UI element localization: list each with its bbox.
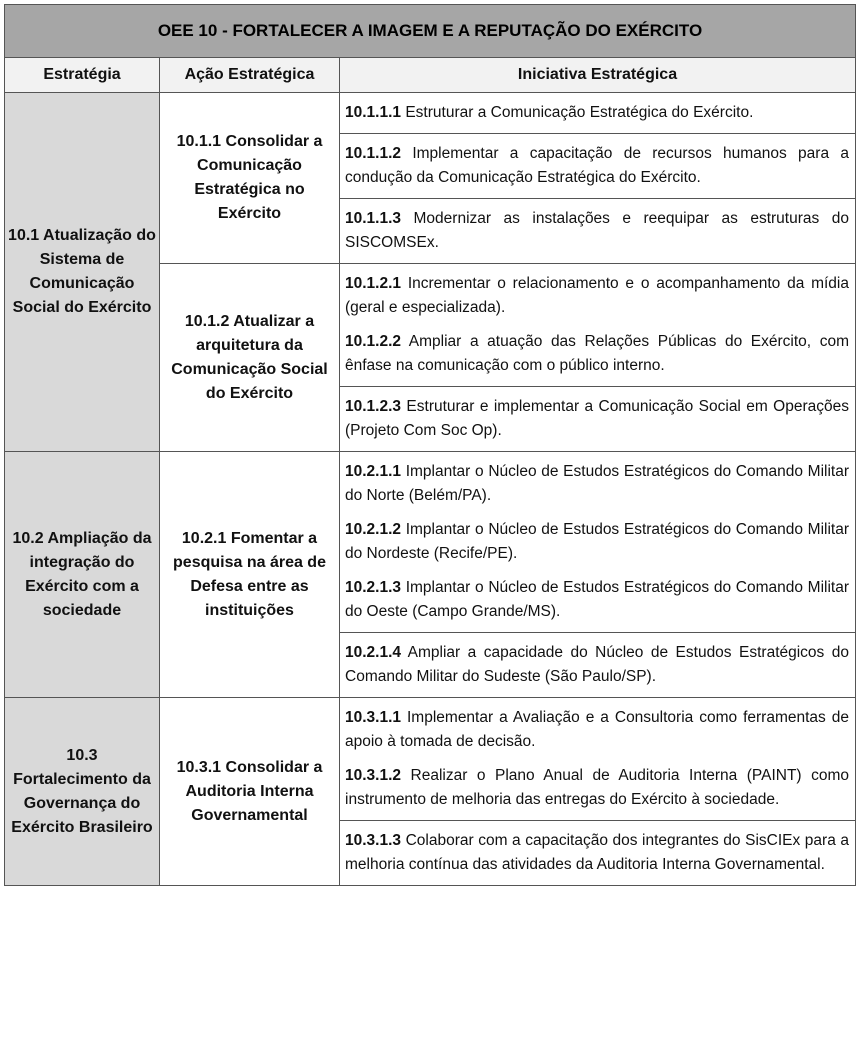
initiative-text: Colaborar com a capacitação dos integrantes do SisCIEx para a melhoria contínua das atividades da Auditoria Interna Governamental. [345, 832, 849, 873]
action-row [160, 698, 855, 885]
initiative-code: 10.2.1.1 [345, 463, 402, 480]
initiative-item [340, 633, 855, 697]
actions-column [160, 698, 855, 885]
table-header-row [5, 58, 855, 93]
initiative-text: Ampliar a atuação das Relações Públicas do Exército, com ênfase na comunicação com o público interno. [345, 333, 849, 374]
initiative-text: Ampliar a capacidade do Núcleo de Estudos Estratégicos do Comando Militar do Sudeste (São Paulo/SP). [345, 644, 849, 685]
initiative-text: Estruturar e implementar a Comunicação Social em Operações (Projeto Com Soc Op). [345, 398, 849, 439]
initiative-text: Implementar a Avaliação e a Consultoria como ferramentas de apoio à tomada de decisão. [345, 709, 849, 750]
header-iniciativa: Iniciativa Estratégica [517, 66, 678, 83]
initiative-item [340, 93, 855, 133]
initiative-code: 10.2.1.3 [345, 579, 402, 596]
initiative-code: 10.1.1.1 [345, 104, 402, 121]
initiative-text: Implantar o Núcleo de Estudos Estratégicos do Comando Militar do Oeste (Campo Grande/MS). [345, 579, 849, 620]
initiative-text: Incrementar o relacionamento e o acompanhamento da mídia (geral e especializada). [345, 275, 849, 316]
strategy-group [5, 93, 855, 452]
initiative-code: 10.3.1.1 [345, 709, 402, 726]
initiative-code: 10.1.1.3 [345, 210, 402, 227]
action-cell: 10.2.1 Fomentar a pesquisa na área de Defesa entre as instituições [160, 452, 340, 697]
initiative-box [340, 452, 855, 633]
initiative-text: Implantar o Núcleo de Estudos Estratégicos do Comando Militar do Nordeste (Recife/PE). [345, 521, 849, 562]
initiative-code: 10.1.2.2 [345, 333, 402, 350]
initiative-text: Modernizar as instalações e reequipar as estruturas do SISCOMSEx. [345, 210, 849, 251]
action-row [160, 93, 855, 264]
initiative-item [340, 762, 855, 820]
actions-column [160, 452, 855, 697]
initiative-item [340, 134, 855, 198]
table-body [5, 93, 855, 885]
initiatives-column [340, 264, 855, 451]
initiative-text: Implementar a capacitação de recursos humanos para a condução da Comunicação Estratégica do Exército. [345, 145, 850, 186]
initiative-text: Realizar o Plano Anual de Auditoria Interna (PAINT) como instrumento de melhoria das entregas do Exército à sociedade. [345, 767, 849, 808]
initiative-box [340, 698, 855, 821]
action-cell: 10.1.1 Consolidar a Comunicação Estratégica no Exército [160, 93, 340, 263]
initiative-box [340, 387, 855, 451]
initiative-item [340, 264, 855, 328]
initiatives-column [340, 452, 855, 697]
strategy-group [5, 698, 855, 885]
initiative-item [340, 516, 855, 574]
initiative-code: 10.3.1.2 [345, 767, 402, 784]
initiative-code: 10.1.2.3 [345, 398, 402, 415]
table-title: OEE 10 - FORTALECER A IMAGEM E A REPUTAÇÃO DO EXÉRCITO [5, 5, 855, 58]
strategy-cell: 10.1 Atualização do Sistema de Comunicação Social do Exército [5, 93, 160, 451]
initiative-box [340, 633, 855, 697]
strategy-cell: 10.2 Ampliação da integração do Exército com a sociedade [5, 452, 160, 697]
action-cell: 10.1.2 Atualizar a arquitetura da Comunicação Social do Exército [160, 264, 340, 451]
initiative-code: 10.1.1.2 [345, 145, 402, 162]
initiative-code: 10.2.1.2 [345, 521, 402, 538]
initiative-box [340, 93, 855, 134]
strategy-table [4, 4, 856, 886]
initiative-item [340, 574, 855, 632]
initiative-code: 10.2.1.4 [345, 644, 402, 661]
initiatives-column [340, 698, 855, 885]
strategy-group [5, 452, 855, 698]
initiatives-column [340, 93, 855, 263]
initiative-box [340, 264, 855, 387]
initiative-code: 10.1.2.1 [345, 275, 402, 292]
initiative-item [340, 328, 855, 386]
initiative-item [340, 698, 855, 762]
initiative-code: 10.3.1.3 [345, 832, 402, 849]
action-row [160, 264, 855, 451]
strategy-cell: 10.3 Fortalecimento da Governança do Exército Brasileiro [5, 698, 160, 885]
initiative-text: Estruturar a Comunicação Estratégica do Exército. [405, 104, 754, 121]
initiative-box [340, 134, 855, 199]
initiative-box [340, 199, 855, 263]
initiative-item [340, 821, 855, 885]
action-row [160, 452, 855, 697]
initiative-text: Implantar o Núcleo de Estudos Estratégicos do Comando Militar do Norte (Belém/PA). [345, 463, 849, 504]
actions-column [160, 93, 855, 451]
initiative-box [340, 821, 855, 885]
initiative-item [340, 387, 855, 451]
action-cell: 10.3.1 Consolidar a Auditoria Interna Governamental [160, 698, 340, 885]
initiative-item [340, 199, 855, 263]
header-estrategia: Estratégia [5, 58, 160, 92]
header-acao: Ação Estratégica [160, 58, 340, 92]
initiative-item [340, 452, 855, 516]
